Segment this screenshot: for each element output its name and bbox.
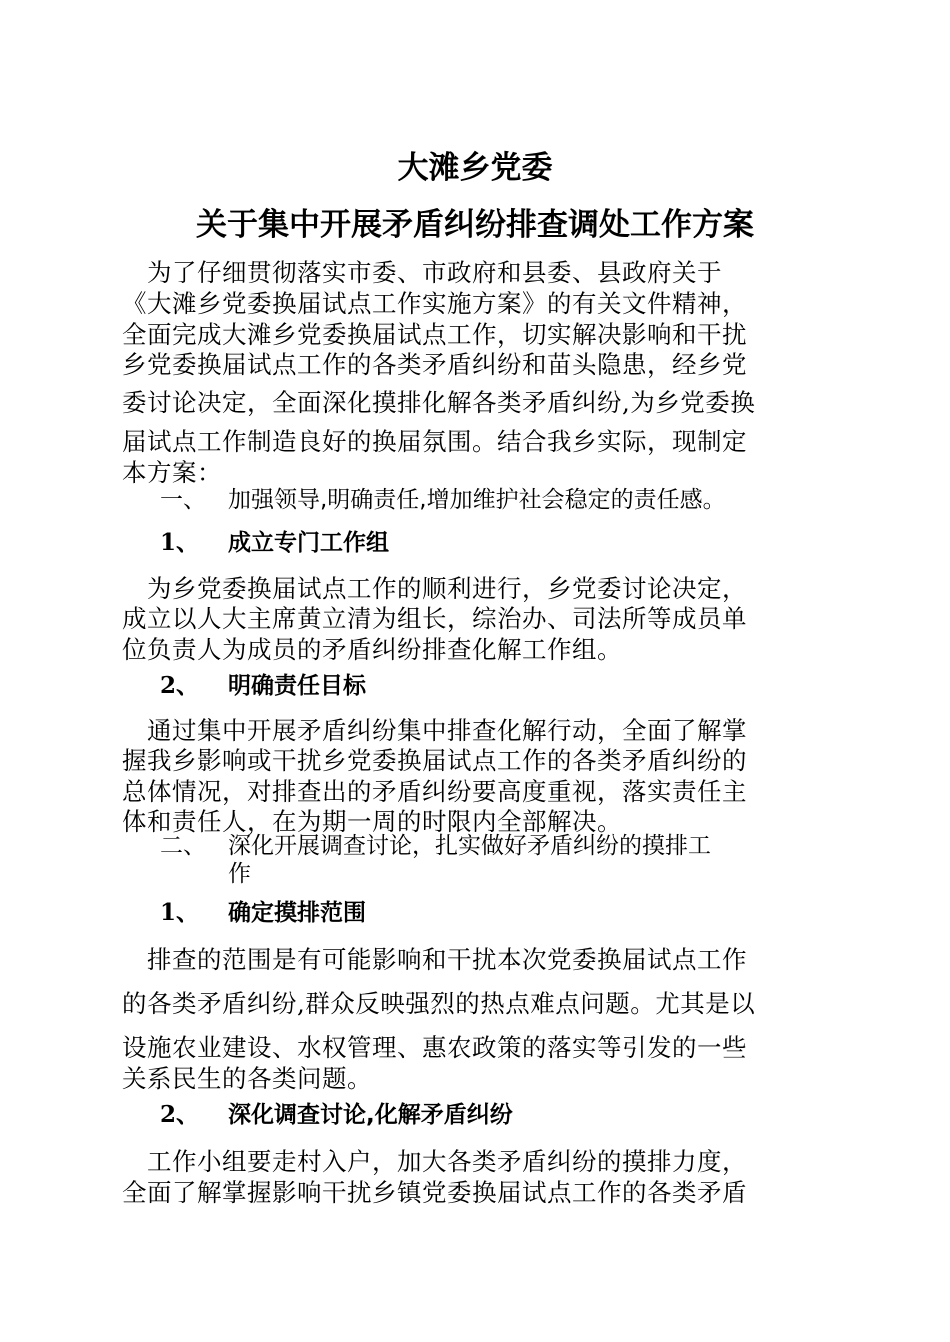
paragraph-line: 成立以人大主席黄立清为组长，综治办、司法所等成员单 bbox=[122, 604, 747, 633]
intro-line: 为了仔细贯彻落实市委、市政府和县委、县政府关于 bbox=[122, 258, 722, 287]
section-title-line1: 深化开展调查讨论，扎实做好矛盾纠纷的摸排工 bbox=[228, 833, 711, 859]
document-title-line1: 大滩乡党委 bbox=[397, 150, 553, 186]
paragraph-line: 工作小组要走村入户，加大各类矛盾纠纷的摸排力度， bbox=[122, 1147, 747, 1176]
section-number: 一、 bbox=[160, 487, 206, 513]
subsection-title: 确定摸排范围 bbox=[228, 900, 366, 926]
paragraph-line: 体和责任人，在为期一周的时限内全部解决。 bbox=[122, 807, 622, 836]
document-title-line2: 关于集中开展矛盾纠纷排查调处工作方案 bbox=[196, 207, 754, 243]
subsection-number: 1、 bbox=[160, 529, 200, 556]
intro-line: 全面完成大滩乡党委换届试点工作，切实解决影响和干扰 bbox=[122, 320, 747, 349]
intro-line: 委讨论决定，全面深化摸排化解各类矛盾纠纷,为乡党委换 bbox=[122, 388, 756, 417]
section-number: 二、 bbox=[160, 833, 206, 859]
subsection-number: 2、 bbox=[160, 1101, 200, 1128]
paragraph-line: 总体情况，对排查出的矛盾纠纷要高度重视，落实责任主 bbox=[122, 777, 747, 806]
paragraph-line: 握我乡影响或干扰乡党委换届试点工作的各类矛盾纠纷的 bbox=[122, 746, 747, 775]
section-title: 加强领导,明确责任,增加维护社会稳定的责任感。 bbox=[228, 487, 726, 513]
paragraph-line: 的各类矛盾纠纷,群众反映强烈的热点难点问题。尤其是以 bbox=[122, 989, 756, 1018]
paragraph-line: 全面了解掌握影响干扰乡镇党委换届试点工作的各类矛盾 bbox=[122, 1178, 747, 1207]
intro-line: 乡党委换届试点工作的各类矛盾纠纷和苗头隐患，经乡党 bbox=[122, 350, 747, 379]
subsection-title: 深化调查讨论,化解矛盾纠纷 bbox=[228, 1102, 513, 1128]
paragraph-line: 设施农业建设、水权管理、惠农政策的落实等引发的一些 bbox=[122, 1033, 747, 1062]
paragraph-line: 关系民生的各类问题。 bbox=[122, 1064, 372, 1093]
paragraph-line: 为乡党委换届试点工作的顺利进行，乡党委讨论决定， bbox=[122, 574, 747, 603]
intro-line: 本方案： bbox=[122, 458, 222, 487]
paragraph-line: 位负责人为成员的矛盾纠纷排查化解工作组。 bbox=[122, 635, 622, 664]
paragraph-line: 排查的范围是有可能影响和干扰本次党委换届试点工作 bbox=[122, 945, 747, 974]
subsection-number: 1、 bbox=[160, 899, 200, 926]
subsection-title: 成立专门工作组 bbox=[228, 530, 389, 556]
intro-line: 《大滩乡党委换届试点工作实施方案》的有关文件精神， bbox=[122, 289, 747, 318]
section-title-line2: 作 bbox=[228, 861, 251, 887]
subsection-title: 明确责任目标 bbox=[228, 673, 366, 699]
subsection-number: 2、 bbox=[160, 672, 200, 699]
paragraph-line: 通过集中开展矛盾纠纷集中排查化解行动，全面了解掌 bbox=[122, 716, 747, 745]
intro-line: 届试点工作制造良好的换届氛围。结合我乡实际，现制定 bbox=[122, 427, 747, 456]
